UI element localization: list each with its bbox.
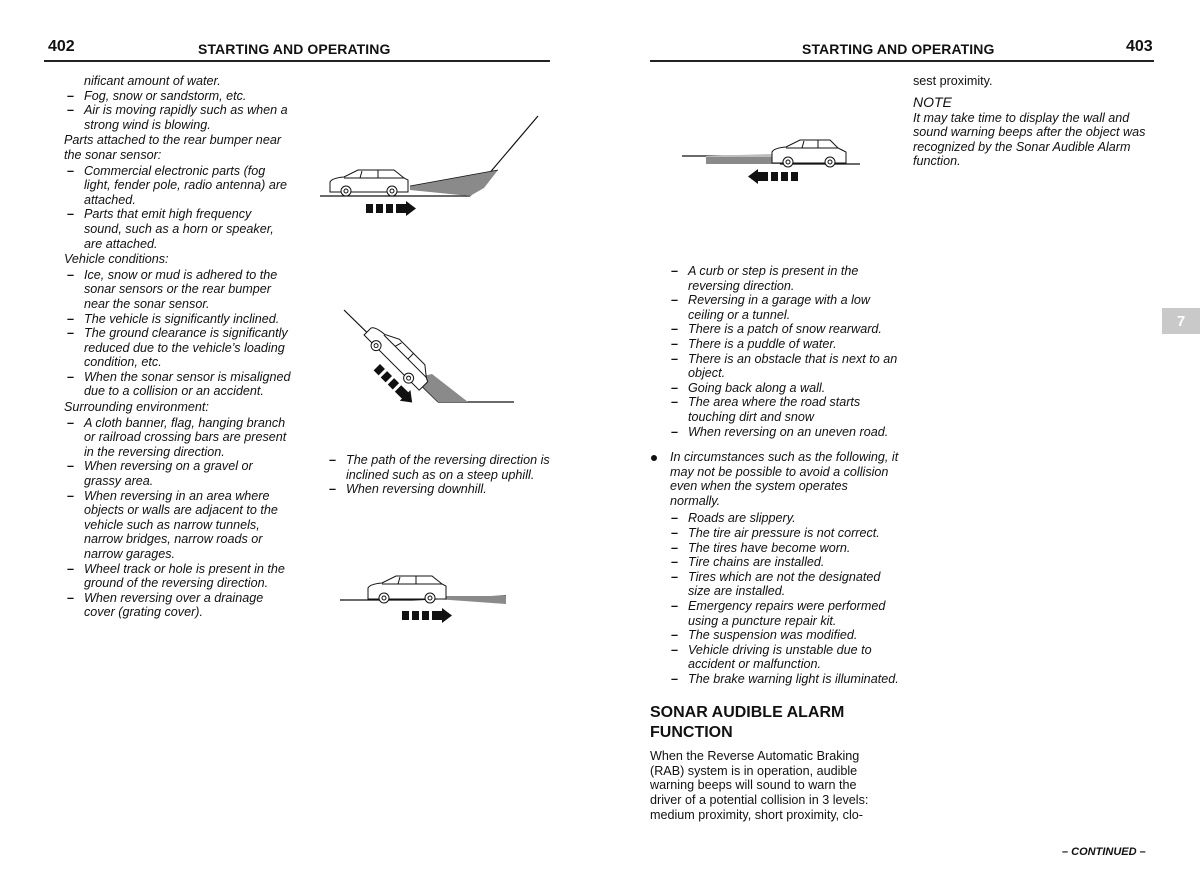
- right-page-header: STARTING AND OPERATING: [802, 41, 995, 57]
- parts-label: Parts attached to the rear bumper near the sonar sensor:: [64, 133, 282, 162]
- list-item: – Tire chains are installed.: [668, 555, 900, 570]
- list-item: – Roads are slippery.: [668, 511, 900, 526]
- left-header-rule: [44, 60, 550, 62]
- list-item: – When reversing over a drainage cover (grating cover).: [64, 591, 292, 620]
- list-item: – Air is moving rapidly such as when a strong wind is blowing.: [64, 103, 292, 132]
- continued-text: sest proximity.: [913, 74, 993, 88]
- note-text: It may take time to display the wall and sound warning beeps after the object was recognized by the Sonar Audible Alarm function.: [913, 110, 1146, 169]
- list-item: – Vehicle driving is unstable due to accident or malfunction.: [668, 643, 900, 672]
- left-column-1: [64, 74, 292, 620]
- list-item: – There is an obstacle that is next to an object.: [668, 352, 900, 381]
- right-bullet-block: [650, 447, 900, 687]
- list-item: – When reversing on an uneven road.: [668, 425, 900, 440]
- note-label: NOTE: [913, 93, 952, 110]
- list-item: – Tires which are not the designated size are installed.: [668, 570, 900, 599]
- section-heading: SONAR AUDIBLE ALARM FUNCTION: [650, 704, 845, 741]
- section-body: When the Reverse Automatic Braking (RAB) system is in operation, audible warning beeps will sound to warn the driver of a potential collision in 3 levels: medium proximity, short proximity, clo-: [650, 749, 869, 822]
- list-item: – Wheel track or hole is present in the ground of the reversing direction.: [64, 562, 292, 591]
- chapter-tab[interactable]: 7: [1162, 308, 1200, 334]
- bullet-item: [650, 450, 900, 508]
- list-item: – The area where the road starts touching dirt and snow: [668, 395, 900, 424]
- list-item: – The tires have become worn.: [668, 541, 900, 556]
- list-item: – Emergency repairs were performed using a puncture repair kit.: [668, 599, 900, 628]
- list-item: – When reversing on a gravel or grassy area.: [64, 459, 292, 488]
- right-page-number: 403: [1126, 38, 1153, 55]
- list-item: – The suspension was modified.: [668, 628, 900, 643]
- list-item: – When the sonar sensor is misaligned due to a collision or an accident.: [64, 370, 292, 399]
- list-item: – Reversing in a garage with a low ceiling or a tunnel.: [668, 293, 900, 322]
- list-item: – The brake warning light is illuminated.: [668, 672, 900, 687]
- list-item: – Commercial electronic parts (fog light, fender pole, radio antenna) are attached.: [64, 164, 292, 208]
- car-on-steep-slope-illustration: [340, 308, 520, 408]
- list-item: – The path of the reversing direction is inclined such as on a steep uphill.: [326, 453, 554, 482]
- list-item: – There is a patch of snow rearward.: [668, 322, 900, 337]
- list-item: – A cloth banner, flag, hanging branch or railroad crossing bars are present in the reversing direction.: [64, 416, 292, 460]
- left-page-header: STARTING AND OPERATING: [198, 41, 391, 57]
- list-item: – A curb or step is present in the reversing direction.: [668, 264, 900, 293]
- right-column-1: [668, 264, 900, 439]
- right-column-2: [913, 74, 1159, 169]
- list-item: – Parts that emit high frequency sound, such as a horn or speaker, are attached.: [64, 207, 292, 251]
- left-page-number: 402: [48, 38, 75, 55]
- car-on-incline-illustration: [318, 110, 548, 220]
- car-downhill-illustration: [338, 572, 510, 628]
- list-item: – Going back along a wall.: [668, 381, 900, 396]
- continued-footer: – CONTINUED –: [1062, 846, 1146, 858]
- continued-text: nificant amount of water.: [84, 74, 221, 88]
- list-item: – The vehicle is significantly inclined.: [64, 312, 292, 327]
- list-item: – There is a puddle of water.: [668, 337, 900, 352]
- bullet-sublist: [650, 511, 900, 686]
- right-header-rule: [650, 60, 1154, 62]
- bullet-dot-icon: [651, 455, 657, 461]
- list-item: – When reversing downhill.: [326, 482, 554, 497]
- vehicle-conditions-label: Vehicle conditions:: [64, 252, 169, 267]
- bullet-text: In circumstances such as the following, it may not be possible to avoid a collision even when the system operates normally.: [670, 450, 899, 508]
- surrounding-environment-label: Surrounding environment:: [64, 400, 209, 415]
- list-item: – The ground clearance is significantly reduced due to the vehicle’s loading condition, etc.: [64, 326, 292, 370]
- list-item: – Fog, snow or sandstorm, etc.: [64, 89, 292, 104]
- list-item: – The tire air pressure is not correct.: [668, 526, 900, 541]
- list-item: – Ice, snow or mud is adhered to the sonar sensors or the rear bumper near the sonar sensor.: [64, 268, 292, 312]
- car-step-illustration: [680, 130, 864, 194]
- list-item: – When reversing in an area where objects or walls are adjacent to the vehicle such as narrow tunnels, narrow bridges, narrow roads or narrow garages.: [64, 489, 292, 562]
- left-column-2: [326, 453, 554, 497]
